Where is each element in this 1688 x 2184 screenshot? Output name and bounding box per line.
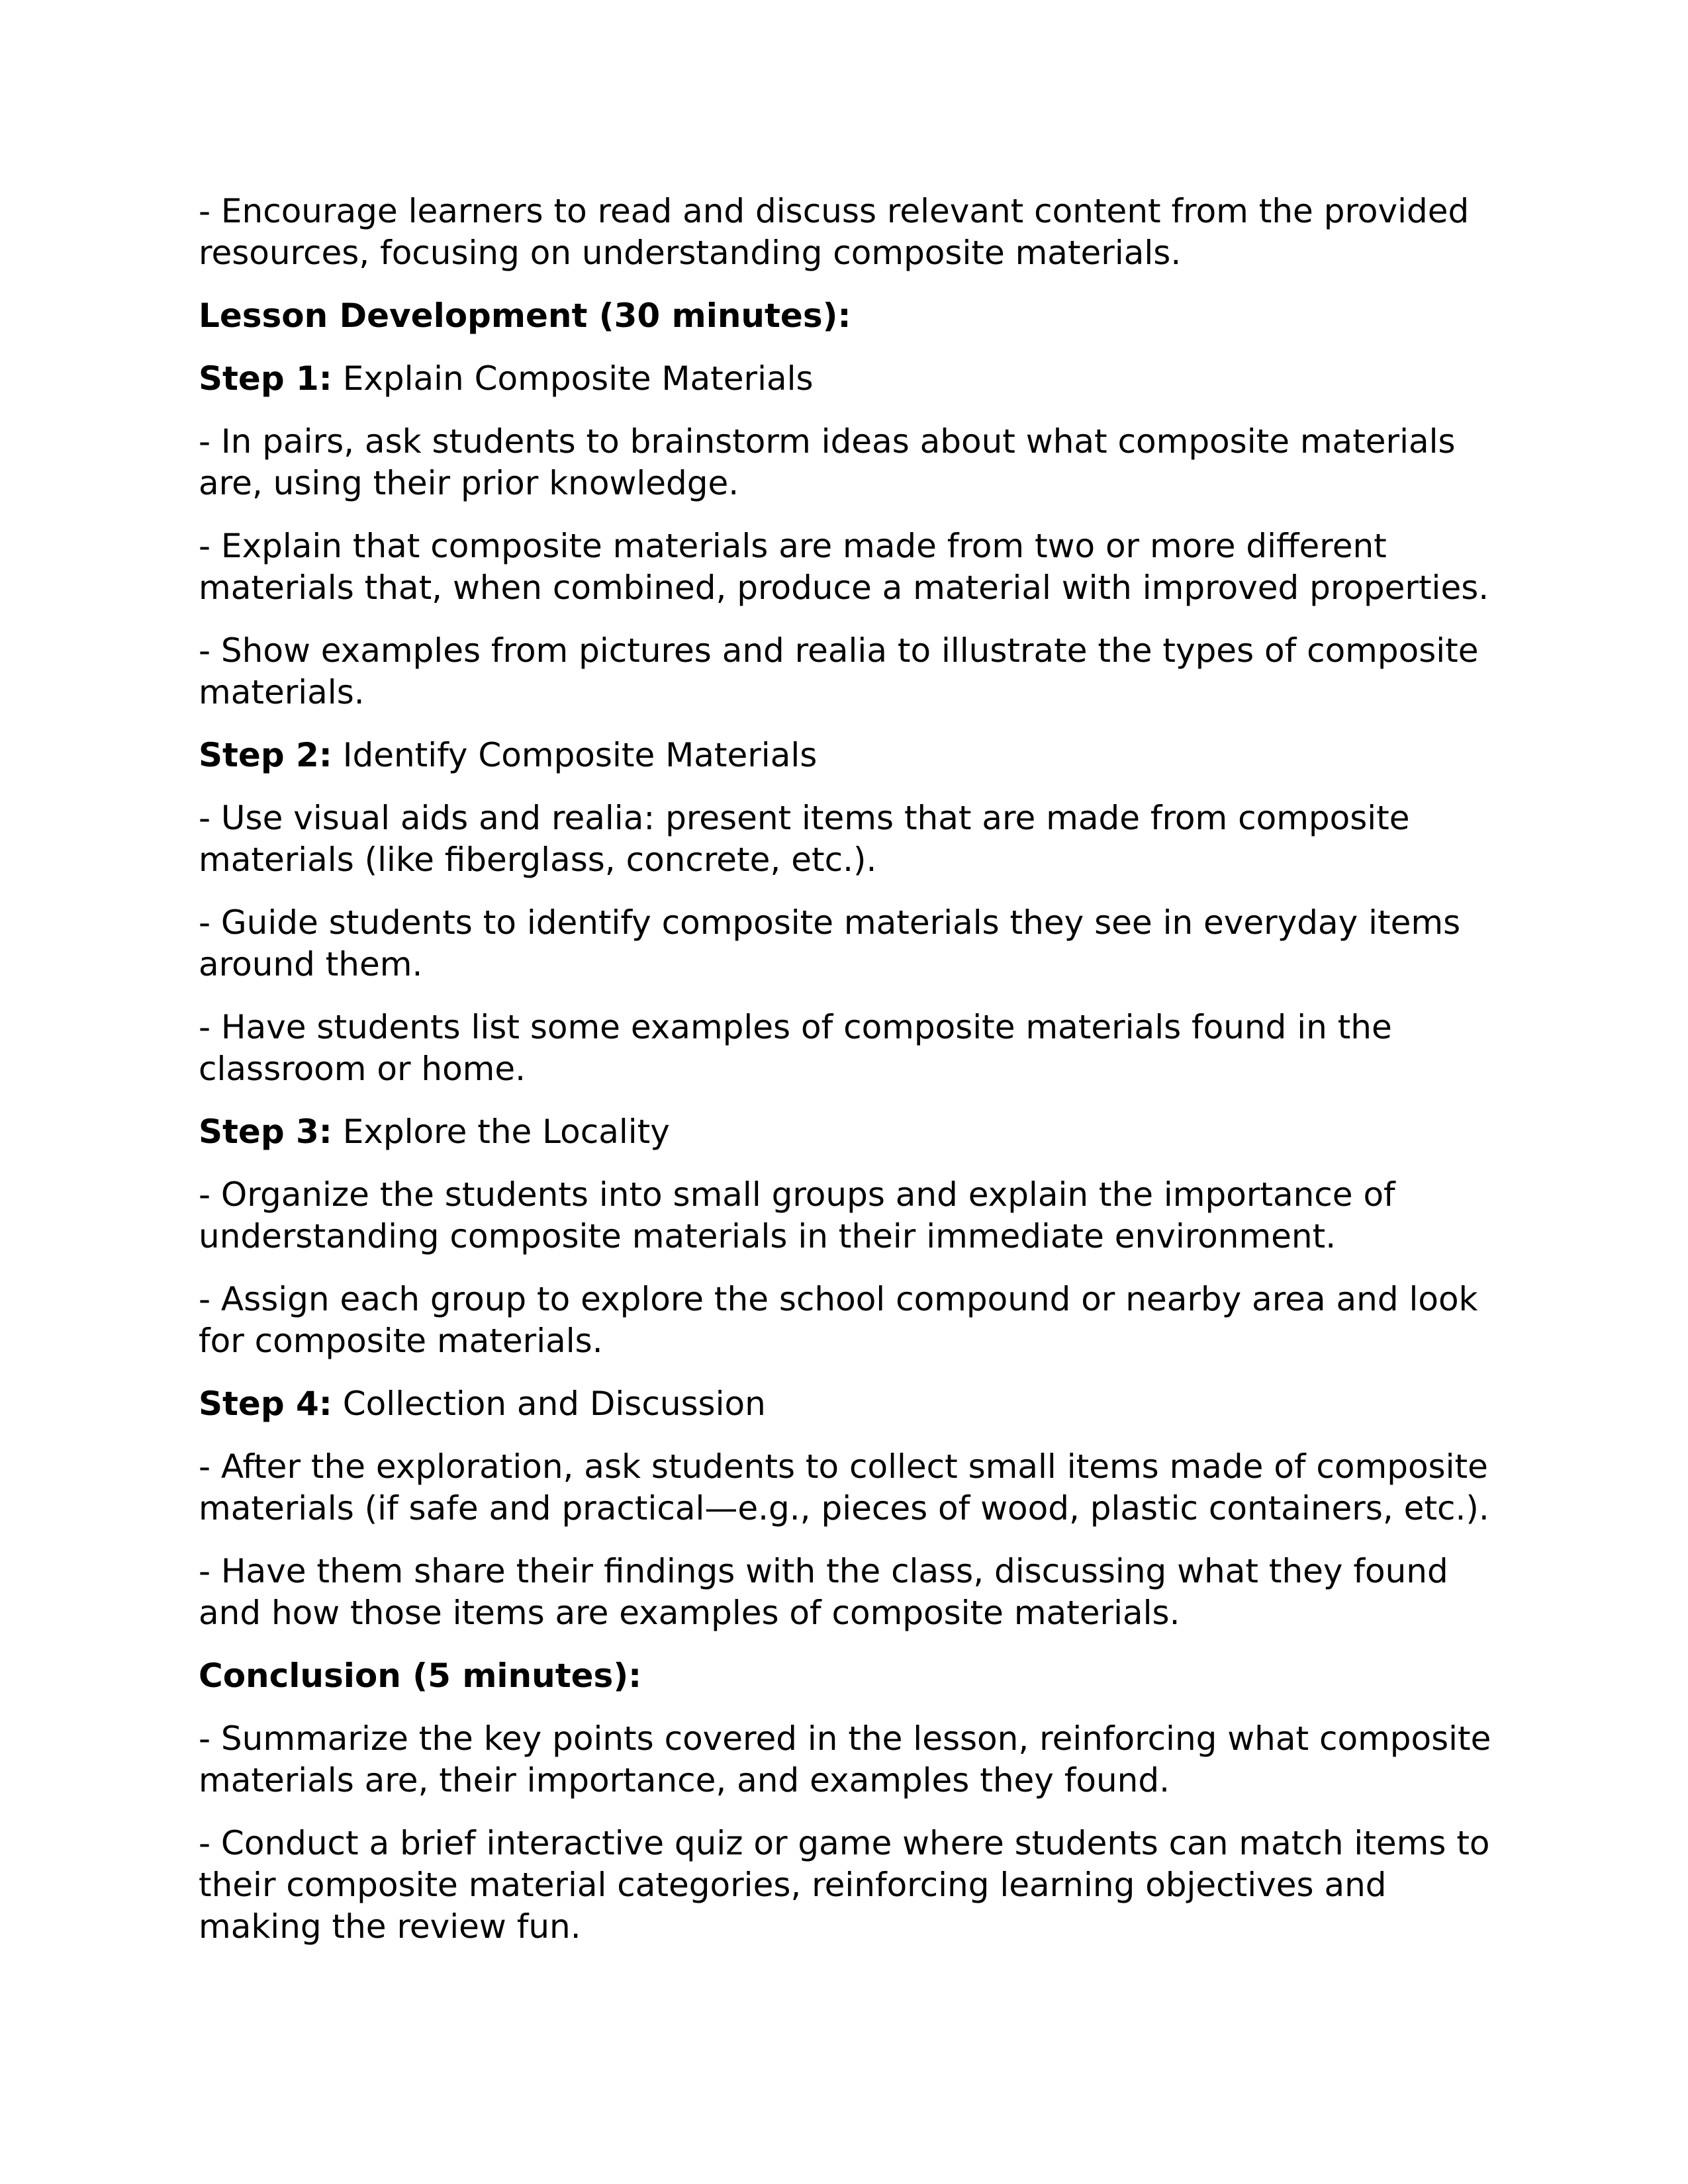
document-page — [199, 191, 1496, 1969]
step-4-heading — [199, 1383, 1496, 1425]
step-1-heading — [199, 358, 1496, 400]
step-3-bullet-2: - Assign each group to explore the school compound or nearby area and look for composite materials. — [199, 1280, 1478, 1360]
step-2-bullet-2: - Guide students to identify composite materials they see in everyday items around them. — [199, 903, 1461, 983]
step-1-bullet-3: - Show examples from pictures and realia to illustrate the types of composite materials. — [199, 631, 1479, 711]
step-2-bullet-3: - Have students list some examples of composite materials found in the classroom or home. — [199, 1008, 1392, 1088]
lesson-development-heading: Lesson Development (30 minutes): — [199, 296, 851, 335]
step-1-bullet-1: - In pairs, ask students to brainstorm ideas about what composite materials are, using their prior knowledge. — [199, 422, 1456, 502]
conclusion-heading: Conclusion (5 minutes): — [199, 1657, 642, 1695]
step-2-bullet-1: - Use visual aids and realia: present items that are made from composite materials (like fiberglass, concrete, etc.). — [199, 799, 1410, 879]
intro-paragraph: - Encourage learners to read and discuss relevant content from the provided resources, focusing on understanding composite materials. — [199, 192, 1470, 272]
step-1-label: Step 1: — [199, 359, 332, 398]
step-4-title: Collection and Discussion — [342, 1385, 766, 1423]
step-2-heading — [199, 735, 1496, 776]
step-2-label: Step 2: — [199, 736, 332, 774]
step-3-label: Step 3: — [199, 1113, 332, 1151]
step-3-bullet-1: - Organize the students into small groups and explain the importance of understanding composite materials in their immediate environment. — [199, 1175, 1395, 1255]
step-2-title: Identify Composite Materials — [342, 736, 818, 774]
step-1-title: Explain Composite Materials — [342, 359, 814, 398]
step-4-label: Step 4: — [199, 1385, 332, 1423]
step-4-bullet-1: - After the exploration, ask students to collect small items made of composite materials (if safe and practical—e.g., pieces of wood, plastic containers, etc.). — [199, 1447, 1489, 1527]
step-3-heading — [199, 1111, 1496, 1153]
step-3-title: Explore the Locality — [342, 1113, 670, 1151]
conclusion-bullet-1: - Summarize the key points covered in the lesson, reinforcing what composite materials are, their importance, and examples they found. — [199, 1719, 1491, 1799]
step-1-bullet-2: - Explain that composite materials are made from two or more different materials that, when combined, produce a material with improved properties. — [199, 527, 1489, 607]
step-4-bullet-2: - Have them share their findings with the class, discussing what they found and how those items are examples of composite materials. — [199, 1552, 1448, 1632]
conclusion-bullet-2: - Conduct a brief interactive quiz or game where students can match items to their composite material categories, reinforcing learning objectives and making the review fun. — [199, 1824, 1490, 1946]
